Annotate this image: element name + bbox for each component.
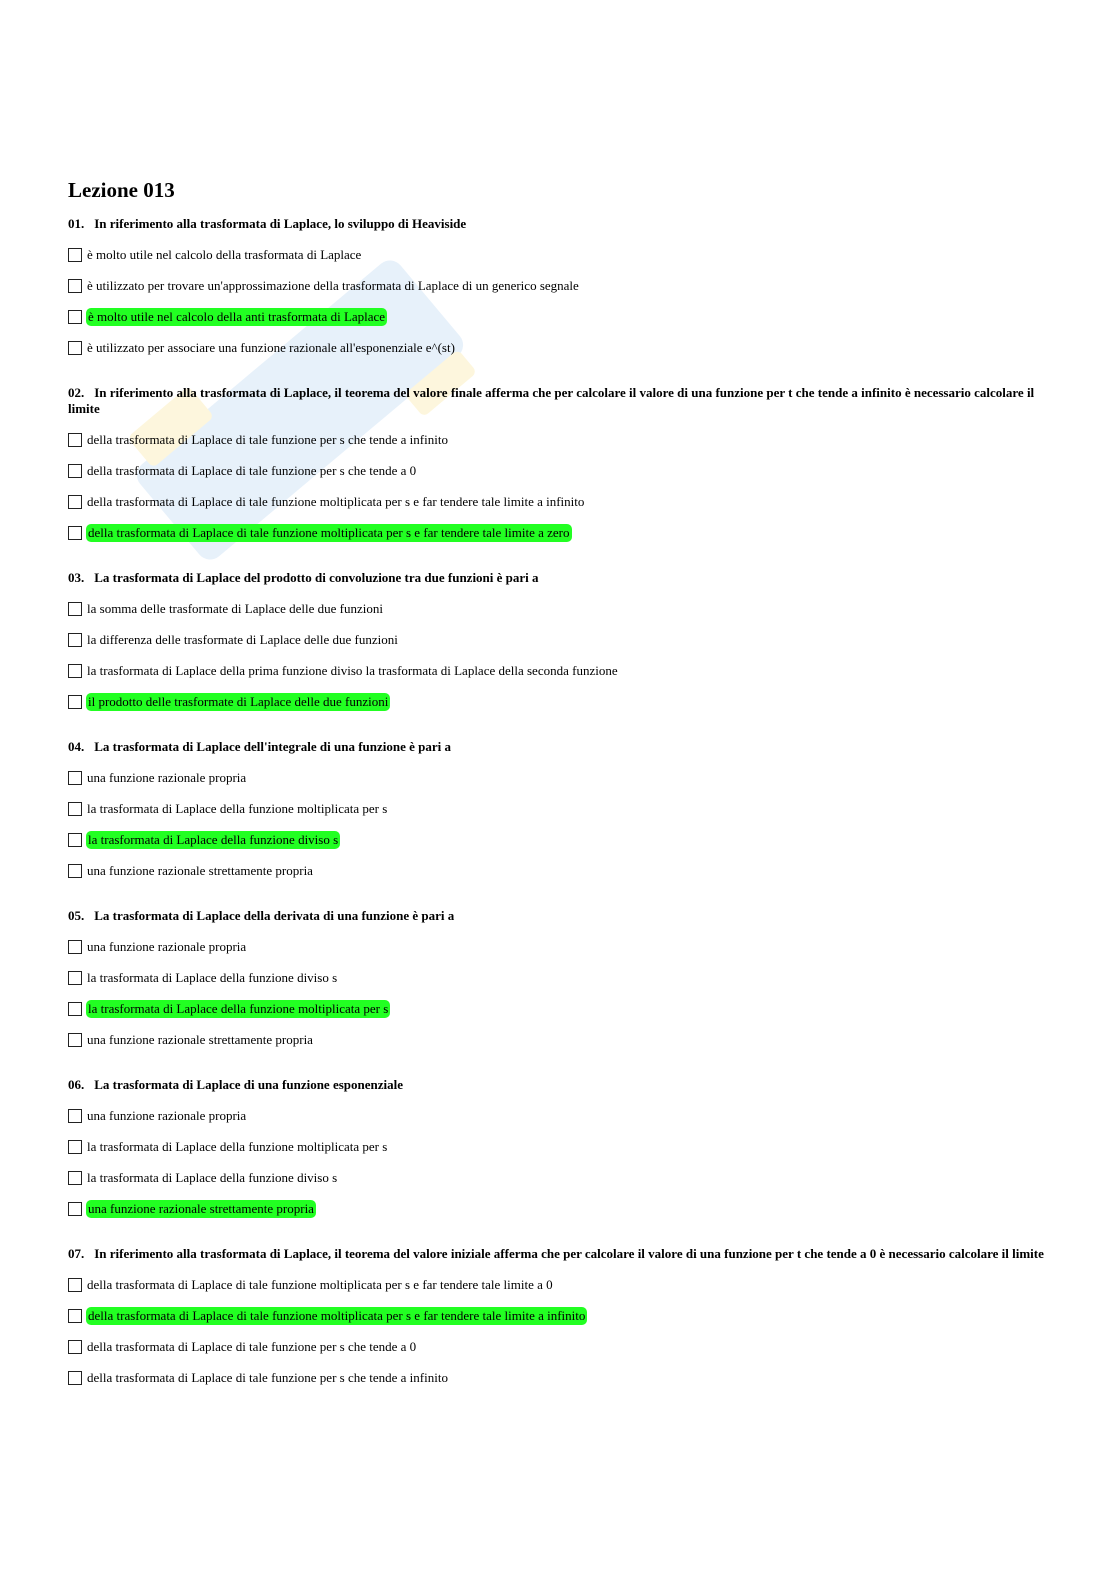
answer-checkbox[interactable] bbox=[68, 433, 82, 447]
answer-text: della trasformata di Laplace di tale funzione per s che tende a infinito bbox=[87, 431, 448, 447]
question-prompt: In riferimento alla trasformata di Laplace, lo sviluppo di Heaviside bbox=[94, 216, 467, 232]
question-number: 03. bbox=[68, 570, 85, 586]
answer-text: è molto utile nel calcolo della trasformata di Laplace bbox=[87, 246, 362, 262]
answer-option[interactable] bbox=[68, 1024, 1048, 1055]
answer-text: è utilizzato per associare una funzione razionale all'esponenziale e^(st) bbox=[87, 339, 455, 355]
question-5 bbox=[68, 908, 1048, 1055]
answer-option[interactable] bbox=[68, 624, 1048, 655]
answer-option[interactable] bbox=[68, 1100, 1048, 1131]
answer-option[interactable] bbox=[68, 793, 1048, 824]
answer-checkbox[interactable] bbox=[68, 1033, 82, 1047]
answer-text: la trasformata di Laplace della funzione diviso s bbox=[87, 1169, 338, 1185]
question-text bbox=[68, 1077, 1048, 1093]
answer-checkbox[interactable] bbox=[68, 1309, 82, 1323]
answer-checkbox[interactable] bbox=[68, 1140, 82, 1154]
question-prompt: La trasformata di Laplace della derivata di una funzione è pari a bbox=[94, 908, 455, 924]
answer-option[interactable] bbox=[68, 1331, 1048, 1362]
answer-text: la differenza delle trasformate di Laplace delle due funzioni bbox=[87, 631, 398, 647]
answer-text: la trasformata di Laplace della funzione diviso s bbox=[87, 969, 338, 985]
answer-option[interactable] bbox=[68, 455, 1048, 486]
answer-text: una funzione razionale strettamente propria bbox=[87, 1031, 313, 1047]
answer-checkbox[interactable] bbox=[68, 1278, 82, 1292]
question-prompt: La trasformata di Laplace del prodotto di convoluzione tra due funzioni è pari a bbox=[94, 570, 539, 586]
answer-text: la trasformata di Laplace della prima funzione diviso la trasformata di Laplace della seconda funzione bbox=[87, 662, 618, 678]
question-text bbox=[68, 908, 1048, 924]
answer-text-highlighted: la trasformata di Laplace della funzione moltiplicata per s bbox=[88, 1000, 389, 1016]
question-number: 01. bbox=[68, 216, 85, 232]
answer-checkbox[interactable] bbox=[68, 602, 82, 616]
answer-option[interactable] bbox=[68, 1269, 1048, 1300]
answer-checkbox[interactable] bbox=[68, 1202, 82, 1216]
question-1 bbox=[68, 216, 1048, 363]
question-number: 04. bbox=[68, 739, 85, 755]
lesson-title: Lezione 013 bbox=[68, 178, 175, 202]
question-text bbox=[68, 1246, 1048, 1262]
answer-checkbox[interactable] bbox=[68, 248, 82, 262]
answer-text: la trasformata di Laplace della funzione moltiplicata per s bbox=[87, 800, 388, 816]
question-prompt: La trasformata di Laplace dell'integrale di una funzione è pari a bbox=[94, 739, 452, 755]
answer-option[interactable] bbox=[68, 762, 1048, 793]
answer-text: è utilizzato per trovare un'approssimazione della trasformata di Laplace di un generico segnale bbox=[87, 277, 579, 293]
answer-option[interactable] bbox=[68, 1193, 1048, 1224]
answer-text-highlighted: è molto utile nel calcolo della anti trasformata di Laplace bbox=[88, 308, 386, 324]
document-page bbox=[68, 178, 1048, 1415]
answer-checkbox[interactable] bbox=[68, 1109, 82, 1123]
question-2 bbox=[68, 385, 1048, 548]
question-text bbox=[68, 216, 1048, 232]
answer-checkbox[interactable] bbox=[68, 1171, 82, 1185]
answer-option[interactable] bbox=[68, 931, 1048, 962]
question-text bbox=[68, 570, 1048, 586]
answer-checkbox[interactable] bbox=[68, 341, 82, 355]
question-number: 02. bbox=[68, 385, 85, 401]
answer-option[interactable] bbox=[68, 1131, 1048, 1162]
answer-checkbox[interactable] bbox=[68, 940, 82, 954]
answer-option[interactable] bbox=[68, 962, 1048, 993]
answer-checkbox[interactable] bbox=[68, 664, 82, 678]
answer-checkbox[interactable] bbox=[68, 464, 82, 478]
question-text bbox=[68, 739, 1048, 755]
answer-option[interactable] bbox=[68, 686, 1048, 717]
question-number: 07. bbox=[68, 1246, 85, 1262]
answer-checkbox[interactable] bbox=[68, 802, 82, 816]
question-prompt: In riferimento alla trasformata di Laplace, il teorema del valore finale afferma che per calcolare il valore di una funzione per t che tende a infinito è necessario calcolare il limite bbox=[68, 385, 1035, 417]
question-list bbox=[68, 216, 1048, 1393]
answer-checkbox[interactable] bbox=[68, 279, 82, 293]
answer-text: della trasformata di Laplace di tale funzione per s che tende a 0 bbox=[87, 462, 417, 478]
question-number: 06. bbox=[68, 1077, 85, 1093]
question-6 bbox=[68, 1077, 1048, 1224]
answer-checkbox[interactable] bbox=[68, 1002, 82, 1016]
answer-text: della trasformata di Laplace di tale funzione per s che tende a 0 bbox=[87, 1338, 417, 1354]
answer-option[interactable] bbox=[68, 270, 1048, 301]
answer-checkbox[interactable] bbox=[68, 633, 82, 647]
answer-checkbox[interactable] bbox=[68, 833, 82, 847]
answer-checkbox[interactable] bbox=[68, 1371, 82, 1385]
answer-checkbox[interactable] bbox=[68, 695, 82, 709]
answer-option[interactable] bbox=[68, 1300, 1048, 1331]
answer-option[interactable] bbox=[68, 486, 1048, 517]
question-4 bbox=[68, 739, 1048, 886]
answer-option[interactable] bbox=[68, 332, 1048, 363]
question-3 bbox=[68, 570, 1048, 717]
answer-text: una funzione razionale propria bbox=[87, 769, 247, 785]
answer-checkbox[interactable] bbox=[68, 1340, 82, 1354]
answer-text: della trasformata di Laplace di tale funzione moltiplicata per s e far tendere tale limite a infinito bbox=[87, 493, 585, 509]
question-text bbox=[68, 385, 1048, 417]
question-prompt: In riferimento alla trasformata di Laplace, il teorema del valore iniziale afferma che per calcolare il valore di una funzione per t che tende a 0 è necessario calcolare il limite bbox=[94, 1246, 1044, 1262]
answer-text: una funzione razionale strettamente propria bbox=[87, 862, 313, 878]
answer-option[interactable] bbox=[68, 239, 1048, 270]
answer-option[interactable] bbox=[68, 301, 1048, 332]
answer-checkbox[interactable] bbox=[68, 971, 82, 985]
answer-text: la somma delle trasformate di Laplace delle due funzioni bbox=[87, 600, 383, 616]
question-7 bbox=[68, 1246, 1048, 1393]
answer-option[interactable] bbox=[68, 517, 1048, 548]
answer-checkbox[interactable] bbox=[68, 310, 82, 324]
question-prompt: La trasformata di Laplace di una funzione esponenziale bbox=[94, 1077, 404, 1093]
answer-text: una funzione razionale propria bbox=[87, 938, 247, 954]
answer-text: della trasformata di Laplace di tale funzione moltiplicata per s e far tendere tale limite a 0 bbox=[87, 1276, 553, 1292]
answer-text: la trasformata di Laplace della funzione moltiplicata per s bbox=[87, 1138, 388, 1154]
answer-text-highlighted: della trasformata di Laplace di tale funzione moltiplicata per s e far tendere tale limite a zero bbox=[88, 524, 570, 540]
answer-option[interactable] bbox=[68, 1162, 1048, 1193]
answer-text: una funzione razionale propria bbox=[87, 1107, 247, 1123]
answer-checkbox[interactable] bbox=[68, 526, 82, 540]
answer-checkbox[interactable] bbox=[68, 495, 82, 509]
answer-checkbox[interactable] bbox=[68, 864, 82, 878]
answer-text-highlighted: la trasformata di Laplace della funzione diviso s bbox=[88, 831, 339, 847]
question-number: 05. bbox=[68, 908, 85, 924]
answer-text-highlighted: il prodotto delle trasformate di Laplace delle due funzioni bbox=[88, 693, 389, 709]
answer-option[interactable] bbox=[68, 1362, 1048, 1393]
answer-option[interactable] bbox=[68, 824, 1048, 855]
answer-option[interactable] bbox=[68, 593, 1048, 624]
answer-checkbox[interactable] bbox=[68, 771, 82, 785]
answer-text: della trasformata di Laplace di tale funzione per s che tende a infinito bbox=[87, 1369, 448, 1385]
answer-option[interactable] bbox=[68, 993, 1048, 1024]
answer-text-highlighted: una funzione razionale strettamente propria bbox=[88, 1200, 314, 1216]
answer-option[interactable] bbox=[68, 855, 1048, 886]
answer-text-highlighted: della trasformata di Laplace di tale funzione moltiplicata per s e far tendere tale limite a infinito bbox=[88, 1307, 586, 1323]
answer-option[interactable] bbox=[68, 655, 1048, 686]
answer-option[interactable] bbox=[68, 424, 1048, 455]
